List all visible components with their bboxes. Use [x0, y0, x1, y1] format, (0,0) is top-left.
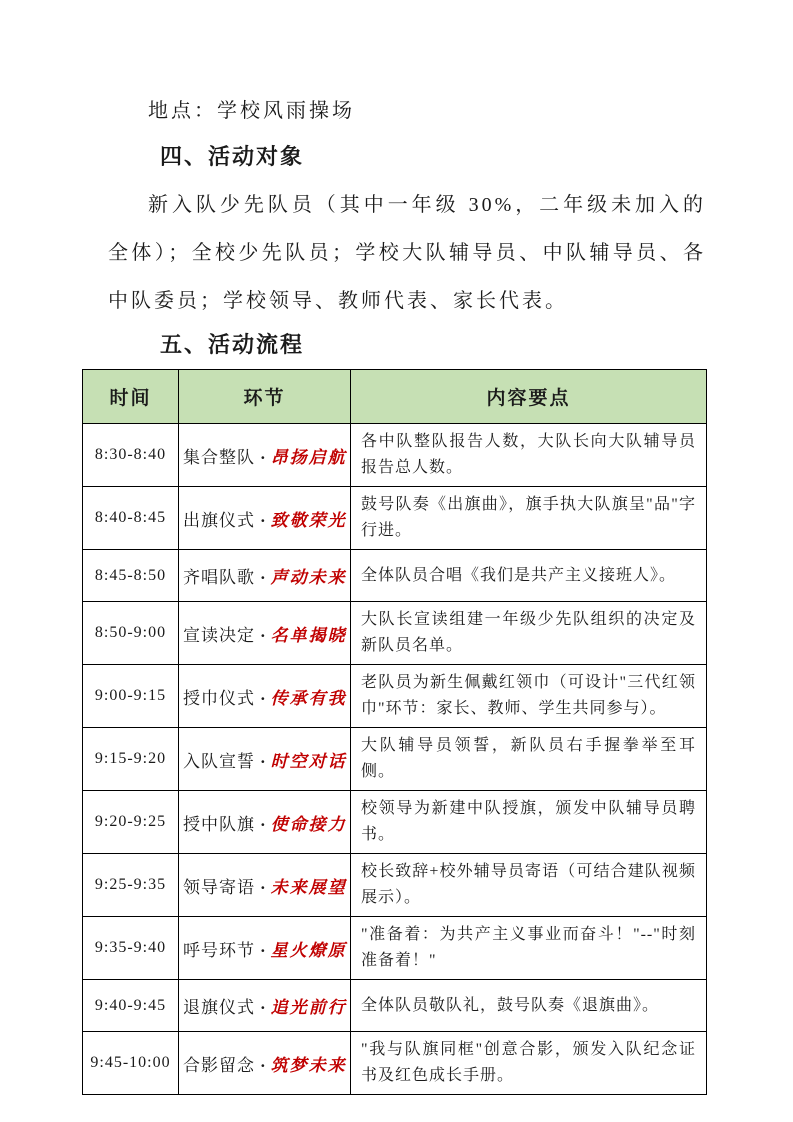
time-cell: 8:45-8:50 [83, 550, 179, 602]
table-row [83, 1032, 707, 1095]
stage-theme: 筑梦未来 [270, 1055, 347, 1075]
stage-name: 授巾仪式 [183, 688, 255, 708]
table-header-row [83, 370, 707, 424]
table-row [83, 424, 707, 487]
stage-theme: 声动未来 [270, 568, 347, 587]
table-row [83, 487, 707, 550]
location-line: 地点：学校风雨操场 [148, 100, 355, 122]
time-cell: 8:50-9:00 [83, 602, 179, 665]
content-cell: 老队员为新生佩戴红领巾（可设计"三代红领巾"环节：家长、教师、学生共同参与）。 [351, 665, 707, 728]
stage-cell [179, 424, 351, 487]
content-cell: 全体队员敬队礼，鼓号队奏《退旗曲》。 [351, 980, 707, 1032]
header-content: 内容要点 [351, 370, 707, 424]
time-cell: 9:40-9:45 [83, 980, 179, 1032]
stage-cell [179, 487, 351, 550]
time-cell: 9:25-9:35 [83, 854, 179, 917]
table-row [83, 665, 707, 728]
stage-separator: · [260, 510, 266, 530]
stage-name: 齐唱队歌 [183, 568, 255, 587]
stage-cell [179, 917, 351, 980]
stage-name: 宣读决定 [183, 625, 255, 645]
table-row [83, 854, 707, 917]
stage-theme: 传承有我 [270, 688, 347, 708]
stage-separator: · [260, 1055, 266, 1075]
content-cell: 校领导为新建中队授旗，颁发中队辅导员聘书。 [351, 791, 707, 854]
time-cell: 9:20-9:25 [83, 791, 179, 854]
table-row [83, 550, 707, 602]
stage-separator: · [260, 998, 266, 1017]
content-cell: 全体队员合唱《我们是共产主义接班人》。 [351, 550, 707, 602]
header-stage: 环节 [179, 370, 351, 424]
stage-name: 退旗仪式 [183, 998, 255, 1017]
content-cell: 鼓号队奏《出旗曲》，旗手执大队旗呈"品"字行进。 [351, 487, 707, 550]
content-cell: 大队长宣读组建一年级少先队组织的决定及新队员名单。 [351, 602, 707, 665]
stage-theme: 追光前行 [270, 998, 347, 1017]
table-row [83, 917, 707, 980]
content-cell: 校长致辞+校外辅导员寄语（可结合建队视频展示）。 [351, 854, 707, 917]
table-row [83, 980, 707, 1032]
stage-cell [179, 550, 351, 602]
stage-cell [179, 665, 351, 728]
stage-separator: · [260, 688, 266, 708]
time-cell: 8:40-8:45 [83, 487, 179, 550]
section4-heading: 四、活动对象 [160, 144, 305, 169]
content-cell: 大队辅导员领誓，新队员右手握拳举至耳侧。 [351, 728, 707, 791]
section5-heading: 五、活动流程 [160, 332, 305, 357]
table-row [83, 602, 707, 665]
stage-name: 合影留念 [183, 1055, 255, 1075]
stage-name: 入队宣誓 [183, 751, 255, 771]
stage-name: 呼号环节 [183, 940, 255, 960]
stage-separator: · [260, 940, 266, 960]
stage-separator: · [260, 751, 266, 771]
stage-theme: 名单揭晓 [270, 625, 347, 645]
stage-cell [179, 980, 351, 1032]
header-time: 时间 [83, 370, 179, 424]
stage-theme: 昂扬启航 [270, 447, 347, 467]
stage-theme: 未来展望 [270, 877, 347, 897]
stage-separator: · [260, 568, 266, 587]
stage-separator: · [260, 625, 266, 645]
stage-separator: · [260, 814, 266, 834]
stage-theme: 使命接力 [270, 814, 347, 834]
stage-cell [179, 1032, 351, 1095]
time-cell: 9:45-10:00 [83, 1032, 179, 1095]
stage-cell [179, 854, 351, 917]
stage-name: 授中队旗 [183, 814, 255, 834]
stage-name: 领导寄语 [183, 877, 255, 897]
stage-theme: 时空对话 [270, 751, 347, 771]
stage-separator: · [260, 447, 266, 467]
stage-cell [179, 728, 351, 791]
section4-paragraph: 新入队少先队员（其中一年级 30%，二年级未加入的全体）；全校少先队员；学校大队辅导员、中队辅导员、各中队委员；学校领导、教师代表、家长代表。 [108, 194, 706, 312]
stage-cell [179, 791, 351, 854]
table-row [83, 791, 707, 854]
stage-theme: 致敬荣光 [270, 510, 347, 530]
stage-theme: 星火燎原 [270, 940, 347, 960]
content-cell: 各中队整队报告人数，大队长向大队辅导员报告总人数。 [351, 424, 707, 487]
stage-name: 出旗仪式 [183, 510, 255, 530]
time-cell: 9:35-9:40 [83, 917, 179, 980]
activity-schedule-table [82, 369, 707, 1095]
table-row [83, 728, 707, 791]
stage-name: 集合整队 [183, 447, 255, 467]
time-cell: 9:00-9:15 [83, 665, 179, 728]
content-cell: "准备着：为共产主义事业而奋斗！"--"时刻准备着！" [351, 917, 707, 980]
content-cell: "我与队旗同框"创意合影，颁发入队纪念证书及红色成长手册。 [351, 1032, 707, 1095]
time-cell: 9:15-9:20 [83, 728, 179, 791]
stage-cell [179, 602, 351, 665]
stage-separator: · [260, 877, 266, 897]
time-cell: 8:30-8:40 [83, 424, 179, 487]
